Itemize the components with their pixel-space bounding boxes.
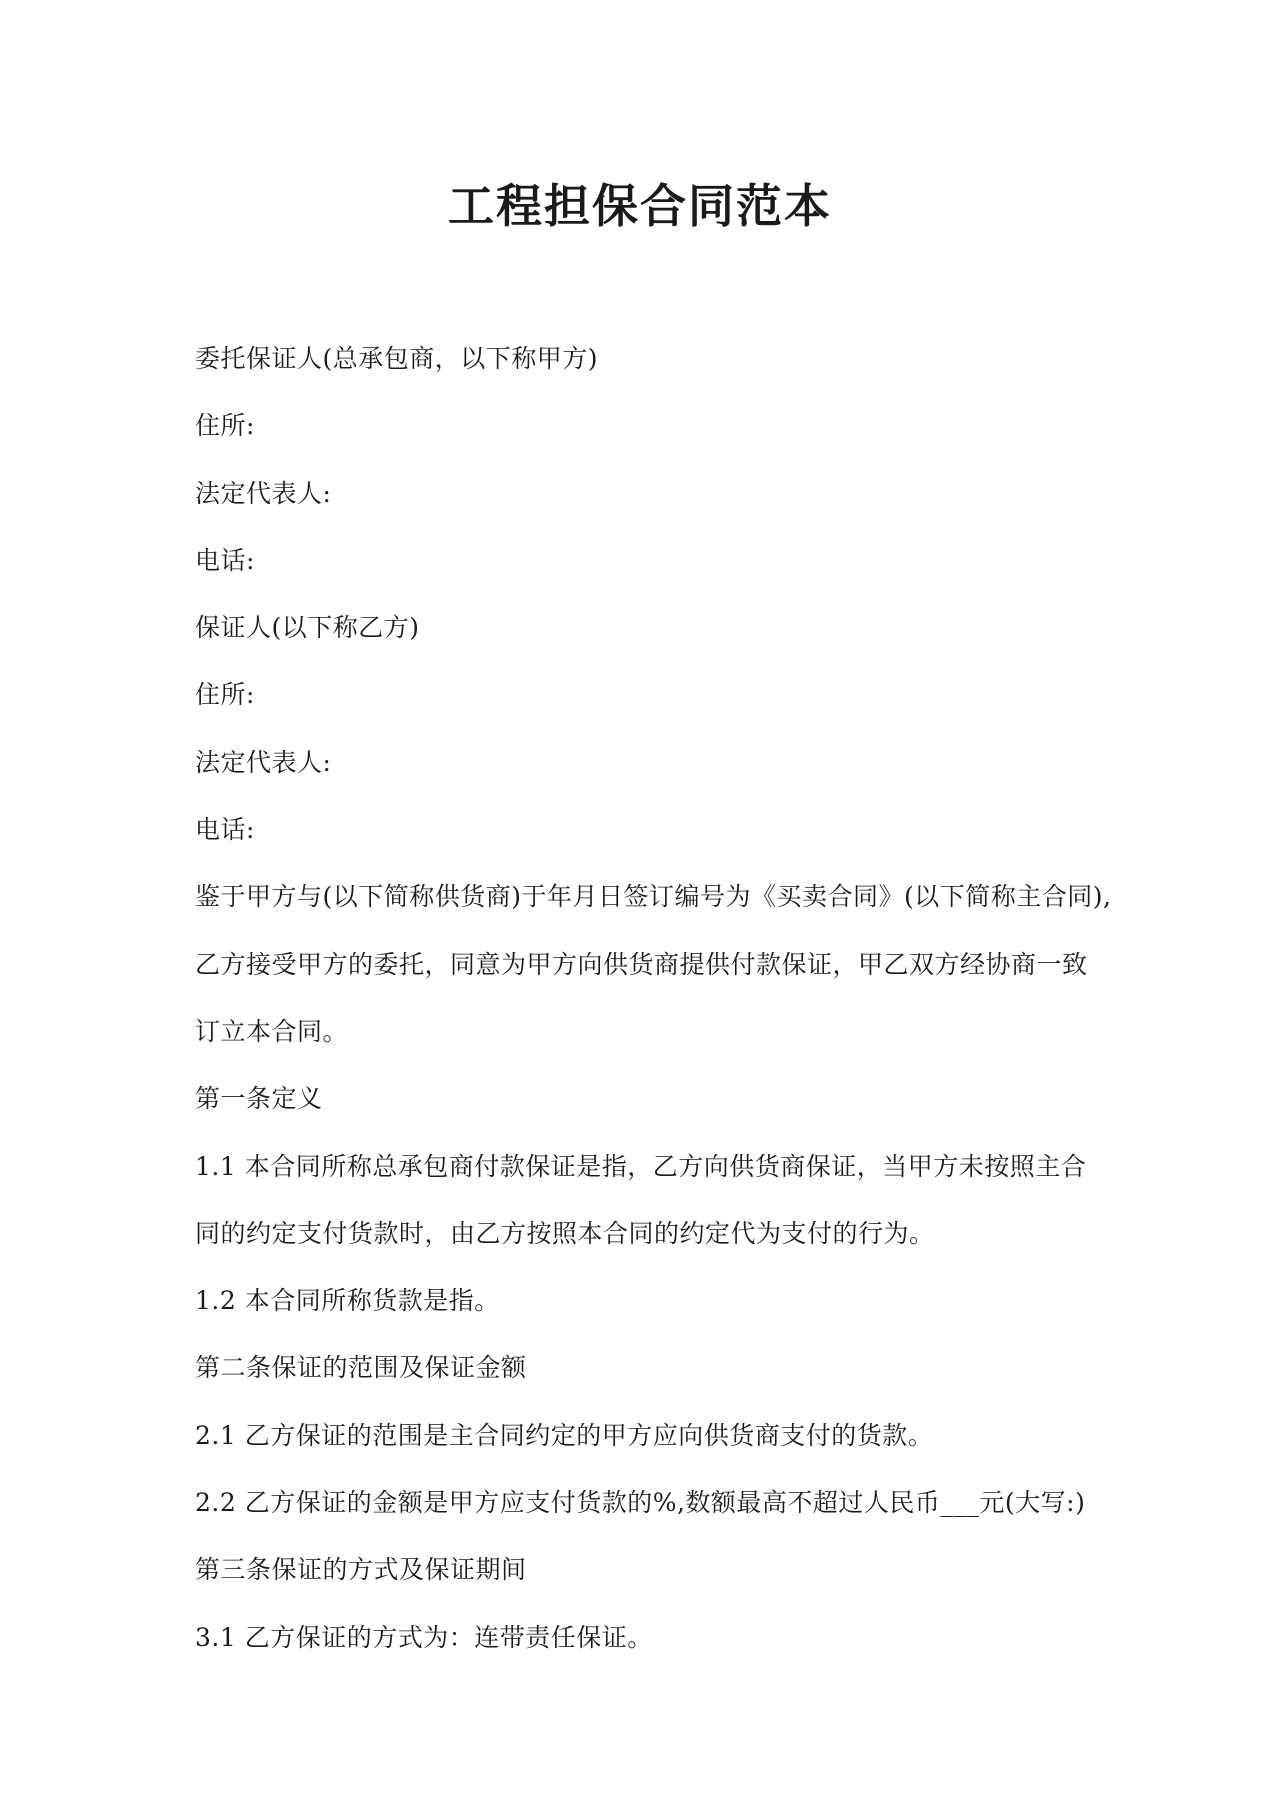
body-line-preamble-3: 订立本合同。 xyxy=(195,1016,349,1046)
body-line-party-a-legal-rep: 法定代表人: xyxy=(195,478,332,508)
article-1-heading: 第一条定义 xyxy=(195,1084,323,1114)
clause-3-1: 3.1 乙方保证的方式为：连带责任保证。 xyxy=(195,1622,653,1652)
clause-1-2: 1.2 本合同所称货款是指。 xyxy=(195,1286,500,1316)
body-line-party-b-legal-rep: 法定代表人: xyxy=(195,747,332,777)
body-line-party-b-intro: 保证人(以下称乙方) xyxy=(195,613,420,643)
body-line-party-a-intro: 委托保证人(总承包商，以下称甲方) xyxy=(195,344,599,373)
article-3-heading: 第三条保证的方式及保证期间 xyxy=(195,1555,527,1585)
clause-1-1-line-1: 1.1 本合同所称总承包商付款保证是指，乙方向供货商保证，当甲方未按照主合 xyxy=(195,1151,1087,1181)
clause-1-1-line-2: 同的约定支付货款时，由乙方按照本合同的约定代为支付的行为。 xyxy=(195,1218,935,1248)
body-line-preamble-2: 乙方接受甲方的委托，同意为甲方向供货商提供付款保证，甲乙双方经协商一致 xyxy=(195,949,1088,979)
body-line-party-a-address: 住所: xyxy=(195,411,255,441)
clause-2-2: 2.2 乙方保证的金额是甲方应支付货款的%,数额最高不超过人民币___元(大写:) xyxy=(195,1488,1086,1518)
body-line-party-b-phone: 电话: xyxy=(195,815,255,845)
article-2-heading: 第二条保证的范围及保证金额 xyxy=(195,1353,527,1383)
document-body xyxy=(195,340,1115,1686)
body-line-preamble-1: 鉴于甲方与(以下简称供货商)于年月日签订编号为《买卖合同》(以下简称主合同), xyxy=(195,882,1112,912)
clause-2-1: 2.1 乙方保证的范围是主合同约定的甲方应向供货商支付的货款。 xyxy=(195,1420,934,1450)
body-line-party-a-phone: 电话: xyxy=(195,545,255,575)
body-line-party-b-address: 住所: xyxy=(195,680,255,710)
document-title: 工程担保合同范本 xyxy=(448,179,832,233)
